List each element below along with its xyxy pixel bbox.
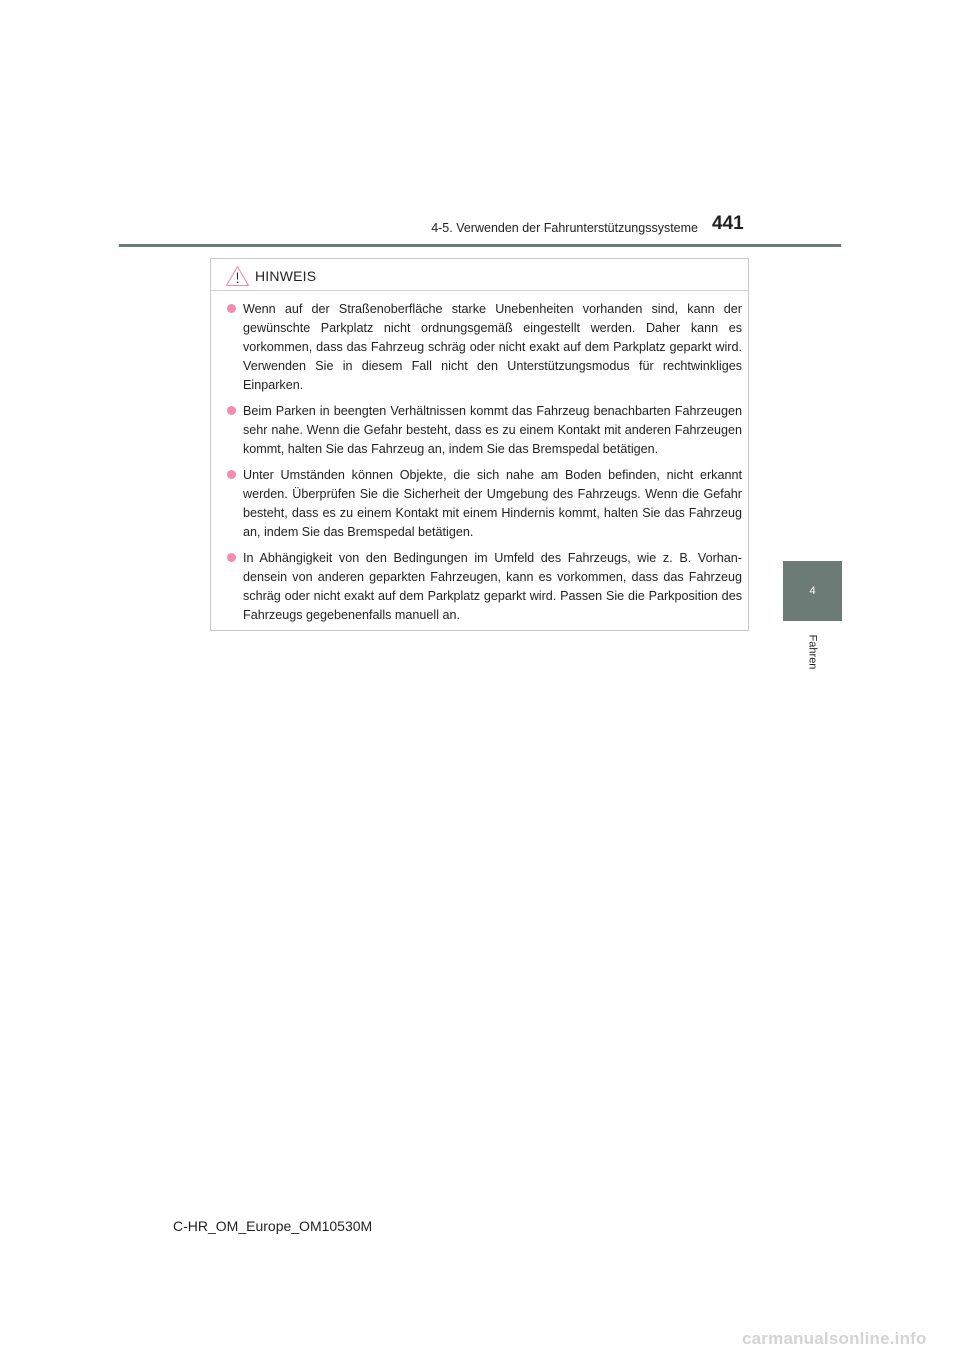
page-number: 441 — [712, 213, 744, 234]
bullet-icon — [227, 406, 236, 415]
notice-list — [225, 300, 742, 632]
warning-triangle-icon — [225, 265, 250, 287]
notice-item — [225, 300, 742, 395]
notice-box — [210, 258, 749, 631]
chapter-tab[interactable] — [783, 561, 842, 621]
notice-item — [225, 466, 742, 542]
notice-item-text: Beim Parken in beengten Verhältnissen kommt das Fahrzeug benachbarten Fahrzeugen sehr nahe. Wenn die Gefahr besteht, dass es zu einem Kontakt mit anderen Fahrzeugen kommt, halten Sie das Fahrzeug an, indem Sie das Bremspedal betätigen. — [243, 404, 742, 456]
notice-title: HINWEIS — [255, 268, 317, 284]
bullet-icon — [227, 470, 236, 479]
notice-item-text: In Abhängigkeit von den Bedingungen im Umfeld des Fahrzeugs, wie z. B. Vorhandensein von anderen geparkten Fahrzeugen, kann es vorkommen, dass das Fahrzeug schräg oder nicht exakt auf dem Parkplatz geparkt wird. Passen Sie die Parkposition des Fahrzeugs gegebenenfalls manuell an. — [243, 551, 742, 622]
header-divider — [119, 244, 841, 247]
document-code: C-HR_OM_Europe_OM10530M — [173, 1218, 373, 1234]
site-watermark: carmanualsonline.info — [742, 1329, 927, 1348]
chapter-label — [786, 630, 838, 674]
notice-item — [225, 549, 742, 625]
notice-item — [225, 402, 742, 459]
notice-item-text: Wenn auf der Straßenoberfläche starke Unebenheiten vorhanden sind, kann der gewünschte Parkplatz nicht ordnungsgemäß eingestellt werden. Daher kann es vorkommen, dass das Fahrzeug schräg oder nicht exakt auf dem Parkplatz geparkt wird. Verwenden Sie in diesem Fall nicht den Unterstützungsmodus für rechtwinkliges Einparken. — [243, 302, 742, 392]
bullet-icon — [227, 553, 236, 562]
notice-header — [225, 263, 316, 289]
chapter-label-text: Fahren — [805, 634, 818, 670]
notice-divider — [211, 290, 748, 291]
notice-item-text: Unter Umständen können Objekte, die sich nahe am Boden befinden, nicht erkannt werden. Überprüfen Sie die Sicherheit der Umgebung des Fahrzeugs. Wenn die Gefahr besteht, dass es zu einem Kontakt mit einem Hindernis kommt, halten Sie das Fahrzeug an, indem Sie das Bremspedal betätigen. — [243, 468, 742, 539]
chapter-number: 4 — [809, 585, 816, 597]
section-title: 4-5. Verwenden der Fahrunterstützungssysteme — [431, 221, 698, 235]
bullet-icon — [227, 304, 236, 313]
